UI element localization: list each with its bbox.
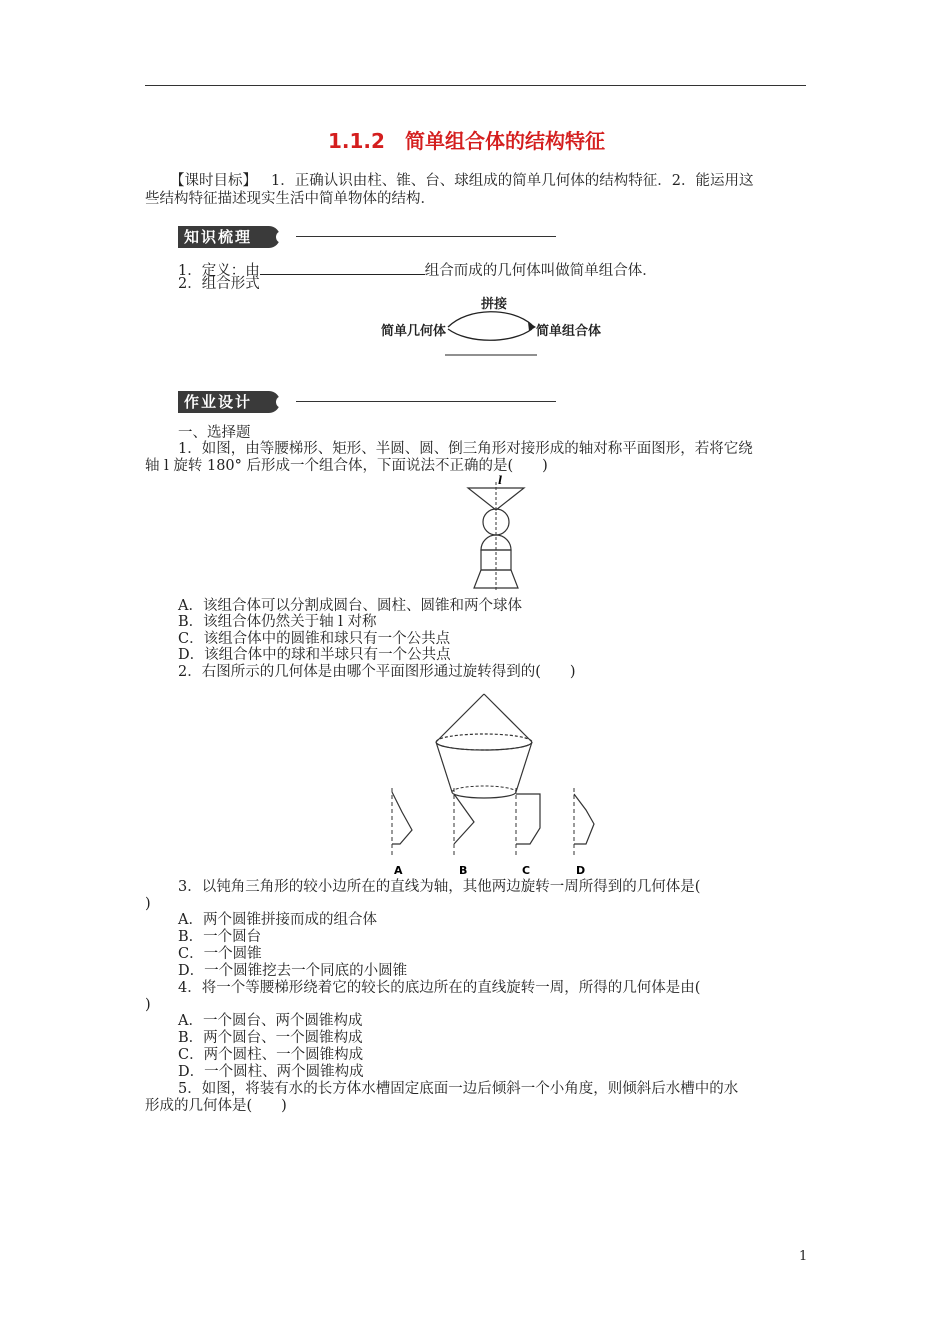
definition-blank [260, 260, 425, 275]
banner-rule [296, 236, 556, 237]
q1-option-b: B．该组合体仍然关于轴 l 对称 [178, 614, 377, 630]
q3-option-a: A．两个圆锥拼接而成的组合体 [178, 912, 377, 928]
page-number: 1 [799, 1249, 808, 1264]
section-title-homework: 作业设计 [178, 391, 280, 413]
diagram-left-label: 简单几何体 [381, 324, 447, 339]
choice-d-shape [574, 794, 594, 844]
q5-stem-line-1: 5．如图，将装有水的长方体水槽固定底面一边后倾斜一个小角度，则倾斜后水槽中的水 [178, 1081, 739, 1097]
objectives-line-1 [170, 173, 753, 190]
banner-dot-icon [276, 396, 288, 408]
q4-option-b: B．两个圆台、一个圆锥构成 [178, 1030, 363, 1046]
q1-option-a: A．该组合体可以分割成圆台、圆柱、圆锥和两个球体 [178, 598, 522, 614]
diagram-right-label: 简单组合体 [536, 324, 602, 339]
objectives-line-2: 些结构特征描述现实生活中简单物体的结构． [145, 191, 435, 207]
top-ellipse-front [436, 742, 532, 750]
q3-stem-line-2: ) [145, 896, 151, 912]
choice-b-shape [454, 794, 474, 844]
lower-arc-arrow [448, 329, 532, 340]
header-rule [145, 85, 806, 86]
objectives-label: 【课时目标】 [170, 173, 257, 189]
choice-label-b: B [459, 864, 468, 877]
q4-option-a: A．一个圆台、两个圆锥构成 [178, 1013, 363, 1029]
q2-choices-figure [380, 782, 620, 882]
axis-l-label: l [498, 474, 503, 487]
choice-a-shape [392, 792, 412, 844]
choice-c-shape [516, 794, 540, 844]
q1-option-d: D．该组合体中的球和半球只有一个公共点 [178, 647, 451, 663]
page-title: 1.1.2 简单组合体的结构特征 [328, 129, 605, 153]
section-title-knowledge: 知识梳理 [178, 226, 280, 248]
q1-stem-line-2: 轴 l 旋转 180° 后形成一个组合体，下面说法不正确的是( ) [145, 458, 548, 474]
q1-stem-line-1: 1．如图，由等腰梯形、矩形、半圆、圆、倒三角形对接形成的轴对称平面图形，若将它绕 [178, 441, 753, 457]
q1-option-c: C．该组合体中的圆锥和球只有一个公共点 [178, 631, 451, 647]
choice-label-c: C [522, 864, 531, 877]
q3-stem-line-1: 3．以钝角三角形的较小边所在的直线为轴，其他两边旋转一周所得到的几何体是( [178, 879, 701, 895]
combination-form-label: 2．组合形式 [178, 276, 260, 292]
definition-suffix: 组合而成的几何体叫做简单组合体． [424, 263, 657, 279]
q4-stem-line-2: ) [145, 997, 151, 1013]
definition-prefix: 1．定义：由 [178, 263, 260, 279]
q5-stem-line-2: 形成的几何体是( ) [145, 1098, 287, 1114]
q3-option-c: C．一个圆锥 [178, 946, 262, 962]
banner-rule [296, 401, 556, 402]
part-heading: 一、选择题 [178, 425, 251, 441]
q4-stem-line-1: 4．将一个等腰梯形绕着它的较长的底边所在的直线旋转一周，所得的几何体是由( [178, 980, 701, 996]
q1-figure [460, 474, 580, 598]
banner-dot-icon [276, 231, 288, 243]
choice-label-a: A [394, 864, 403, 877]
objectives-text-1: 1．正确认识由柱、锥、台、球组成的简单几何体的结构特征．2．能运用这 [271, 173, 754, 189]
q2-stem: 2．右图所示的几何体是由哪个平面图形通过旋转得到的( ) [178, 664, 576, 680]
diagram-top-label: 拼接 [481, 297, 508, 312]
q4-option-d: D．一个圆柱、两个圆锥构成 [178, 1064, 364, 1080]
arrowhead-icon [528, 322, 536, 331]
section-banner-knowledge [178, 226, 556, 250]
q3-option-b: B．一个圆台 [178, 929, 262, 945]
q4-option-c: C．两个圆柱、一个圆锥构成 [178, 1047, 364, 1063]
section-banner-homework [178, 391, 556, 415]
q3-option-d: D．一个圆锥挖去一个同底的小圆锥 [178, 963, 408, 979]
upper-arc-arrow [448, 312, 532, 327]
choice-label-d: D [576, 864, 586, 877]
